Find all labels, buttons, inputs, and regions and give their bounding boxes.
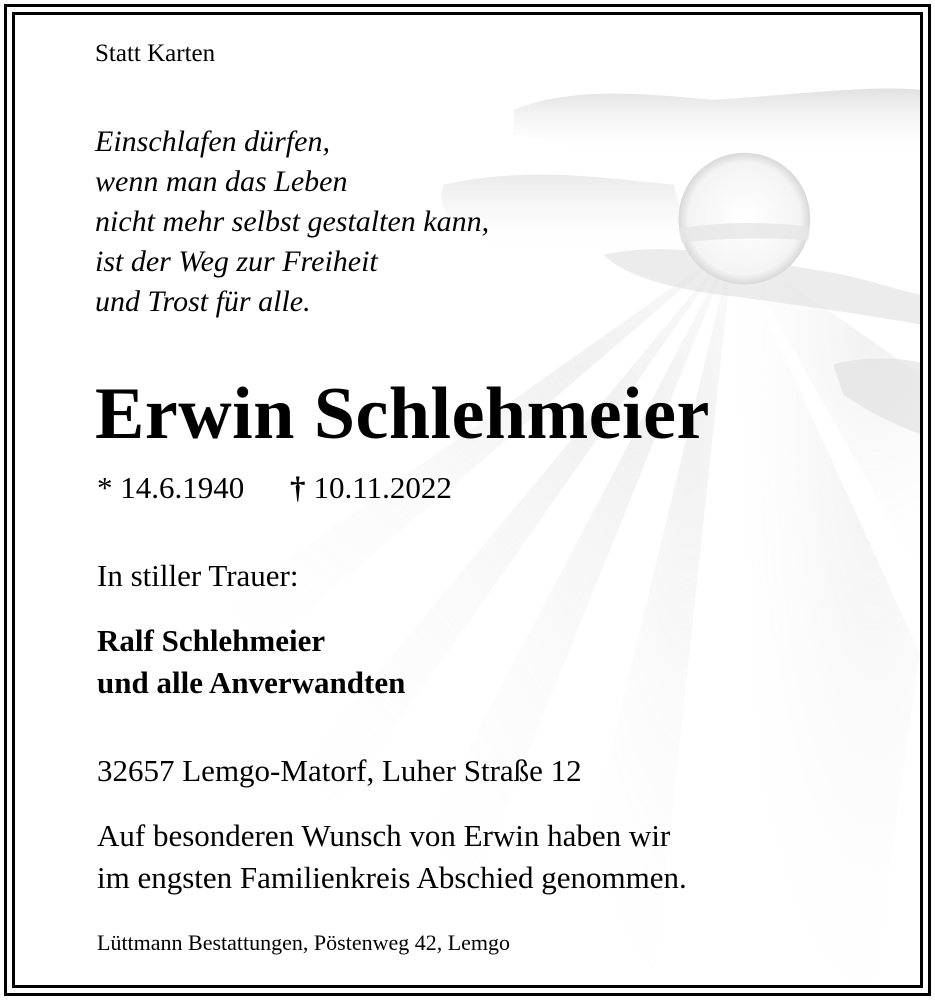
poem-line: und Trost für alle. (95, 285, 311, 318)
funeral-home: Lüttmann Bestattungen, Pöstenweg 42, Lemgo (97, 930, 511, 955)
mourner-line: und alle Anverwandten (97, 665, 406, 700)
mourner-line: Ralf Schlehmeier (97, 623, 326, 658)
deceased-name: Erwin Schlehmeier (95, 373, 710, 455)
mourning-intro: In stiller Trauer: (97, 558, 299, 593)
poem-line: Einschlafen dürfen, (95, 125, 330, 158)
cross-icon: † (290, 470, 306, 505)
birth-date: * 14.6.1940 (97, 470, 245, 505)
note-line: im engsten Familienkreis Abschied genommen. (97, 860, 687, 895)
notice-header: Statt Karten (95, 40, 216, 67)
life-dates (97, 470, 452, 506)
poem-line: ist der Weg zur Freiheit (95, 245, 378, 278)
note-line: Auf besonderen Wunsch von Erwin haben wir (97, 818, 671, 853)
mourners (97, 620, 405, 704)
death-date: 10.11.2022 (313, 470, 452, 505)
address: 32657 Lemgo-Matorf, Luher Straße 12 (97, 753, 582, 788)
poem-line: nicht mehr selbst gestalten kann, (95, 205, 490, 238)
farewell-note (97, 815, 687, 899)
poem (95, 122, 489, 322)
poem-line: wenn man das Leben (95, 165, 348, 198)
death-date-group (290, 470, 452, 505)
sun-icon (679, 153, 811, 285)
